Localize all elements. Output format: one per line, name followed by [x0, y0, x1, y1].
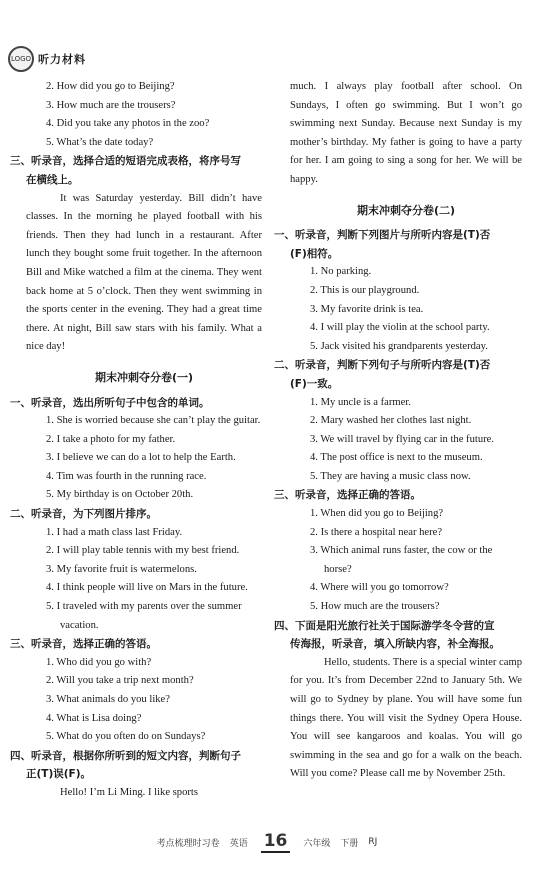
section-heading: 一、听录音，选出所听句子中包含的单词。: [10, 396, 210, 409]
list-item: 5. What do you often do on Sundays?: [46, 731, 206, 743]
list-item: 4. The post office is next to the museum.: [310, 452, 483, 464]
list-item: 1. No parking.: [310, 266, 372, 278]
list-item: 5. How much are the trousers?: [310, 601, 440, 613]
right-column: [274, 78, 522, 784]
book-name: 考点梳理时习卷: [156, 838, 220, 849]
story-paragraph: Hello, students. There is a special winter camp for you. It’s from December 22nd to January 5th. We will go to Sydney by plane. You will have some fun things there. You will visit the Sydney Opera House. You will see kangaroos and koalas. You will go swimming in the sea and go for a walk on the beach. Will you come? Please call me by November 25th.: [290, 656, 522, 780]
list-item: 4. What is Lisa doing?: [46, 712, 142, 724]
grade-label: 六年级: [303, 838, 331, 849]
section-heading: 三、听录音，选择正确的答语。: [10, 638, 157, 651]
list-item: 5. Jack visited his grandparents yesterday.: [310, 340, 488, 352]
list-item: 4. Tim was fourth in the running race.: [46, 470, 207, 482]
list-item: 3. We will travel by flying car in the future.: [310, 433, 494, 445]
page-number: 16: [261, 831, 291, 853]
section-heading: 二、听录音，为下列图片排序。: [10, 508, 157, 521]
list-item: 2. How did you go to Beijing?: [46, 81, 175, 92]
section-heading: 四、听录音，根据你所听到的短文内容，判断句子 正(T)误(F)。: [10, 749, 241, 781]
section-heading: 二、听录音，判断下列句子与所听内容是(T)否 (F)一致。: [274, 359, 491, 390]
list-item: 4. I will play the violin at the school party.: [310, 322, 490, 334]
list-item: 2. Mary washed her clothes last night.: [310, 415, 472, 427]
list-item: 3. My favorite drink is tea.: [310, 303, 424, 315]
list-item: 5. I traveled with my parents over the summer vacation.: [46, 601, 242, 631]
list-item: 4. I think people will live on Mars in the future.: [46, 582, 248, 594]
list-item: 1. She is worried because she can’t play the guitar.: [46, 415, 261, 427]
list-item: 2. I will play table tennis with my best friend.: [46, 545, 240, 557]
story-paragraph: much. I always play football after school. On Sundays, I often go swimming. But I won’t go swimming next Sunday. Because next Sunday is my mother’s birthday. My father is going to have a party for her. I am going to sing a song for her. We will be happy.: [290, 81, 522, 185]
list-item: 1. I had a math class last Friday.: [46, 526, 183, 538]
section-tag: 听力材料: [38, 53, 86, 66]
page-header: [8, 46, 86, 72]
list-item: 4. Where will you go tomorrow?: [310, 582, 449, 594]
list-item: 3. How much are the trousers?: [46, 99, 176, 111]
list-item: 2. I take a photo for my father.: [46, 433, 176, 445]
list-item: 5. What’s the date today?: [46, 136, 154, 148]
list-item: 1. When did you go to Beijing?: [310, 508, 444, 520]
page-footer: [0, 830, 534, 854]
list-item: 3. My favorite fruit is watermelons.: [46, 563, 197, 575]
list-item: 3. I believe we can do a lot to help the Earth.: [46, 452, 236, 464]
list-item: 4. Did you take any photos in the zoo?: [46, 118, 210, 130]
story-paragraph: It was Saturday yesterday. Bill didn’t have classes. In the morning he played football with his friends. Then they had lunch in a restaurant. After lunch they bought some fruit together. In the afternoon Bill and Mike watched a film at the cinema. They went back home at 5 o’clock. Then they went swimming in the sports center in the evening. They had a great time there. At night, Bill saw stars with his family. What a nice day!: [26, 192, 262, 353]
list-item: 3. Which animal runs faster, the cow or the horse?: [310, 545, 493, 575]
list-item: 2. Is there a hospital near here?: [310, 526, 443, 538]
subject-label: 英语: [229, 838, 248, 849]
list-item: 5. They are having a music class now.: [310, 470, 471, 482]
paper-title: 期末冲刺夺分卷(二): [356, 203, 456, 217]
section-heading: 三、听录音，选择正确的答语。: [274, 489, 421, 502]
list-item: 5. My birthday is on October 20th.: [46, 489, 194, 501]
story-paragraph: Hello! I’m Li Ming. I like sports: [60, 786, 198, 798]
list-item: 2. This is our playground.: [310, 284, 420, 296]
list-item: 2. Will you take a trip next month?: [46, 675, 194, 687]
left-column: [10, 78, 262, 803]
term-label: 下册: [340, 838, 359, 849]
list-item: 1. Who did you go with?: [46, 656, 152, 668]
list-item: 1. My uncle is a farmer.: [310, 396, 411, 408]
paper-title: 期末冲刺夺分卷(一): [94, 370, 194, 384]
publisher-logo-icon: LOGO: [8, 46, 34, 72]
section-heading: 三、听录音，选择合适的短语完成表格，将序号写 在横线上。: [10, 155, 241, 186]
section-heading: 一、听录音，判断下列图片与所听内容是(T)否 (F)相符。: [274, 229, 491, 260]
section-heading: 四、下面是阳光旅行社关于国际游学冬令营的宣 传海报，听录音，填入所缺内容，补全海报。: [274, 619, 500, 651]
list-item: 3. What animals do you like?: [46, 694, 170, 705]
edition-label: RJ: [368, 837, 378, 847]
